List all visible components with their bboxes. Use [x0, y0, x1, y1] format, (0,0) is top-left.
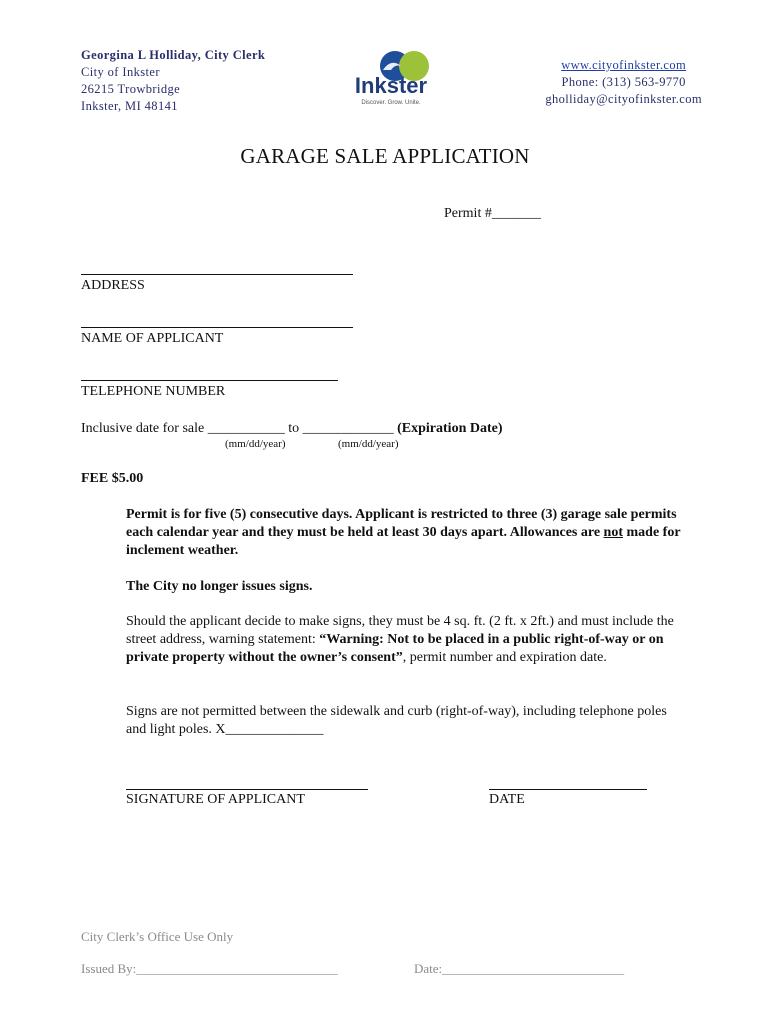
- telephone-line[interactable]: [81, 380, 338, 381]
- rules-p1-a: Permit is for five (5) consecutive days. Applicant is restricted to three (3) garage sale permits each calendar year and they must be held at least 30 days apart. Allowances are: [126, 507, 677, 540]
- date-format-to: (mm/dd/year): [338, 438, 399, 450]
- logo-tagline: Discover. Grow. Unite.: [361, 100, 421, 106]
- telephone-label: TELEPHONE NUMBER: [81, 384, 226, 399]
- sign-requirements-paragraph: [126, 613, 681, 667]
- city-contact-block: [545, 57, 702, 108]
- sign-placement-paragraph[interactable]: Signs are not permitted between the sidewalk and curb (right-of-way), including telephone poles and light poles. X______________: [126, 704, 667, 737]
- applicant-name-label: NAME OF APPLICANT: [81, 331, 224, 346]
- logo-wordmark: Inkster: [354, 73, 428, 98]
- website-link[interactable]: www.cityofinkster.com: [561, 58, 687, 72]
- rules-p3-a: Should the applicant decide to make signs, they must be 4 sq. ft. (2 ft. x 2ft.) and must include the street address, warning statement:: [126, 614, 674, 647]
- fee-label: FEE $5.00: [81, 471, 144, 486]
- phone-number: Phone: (313) 563-9770: [561, 75, 686, 89]
- issued-by-field[interactable]: Issued By:_______________________________: [81, 961, 338, 976]
- clerk-name: Georgina L Holliday, City Clerk: [81, 48, 266, 62]
- email-address: gholliday@cityofinkster.com: [545, 92, 702, 106]
- office-date-field[interactable]: Date:____________________________: [414, 961, 625, 976]
- clerk-contact-block: [81, 47, 265, 115]
- sale-dates-field[interactable]: [81, 421, 503, 437]
- address-line[interactable]: [81, 274, 353, 275]
- warning-statement: “Warning: Not to be placed in a public right-of-way or on private property without the owner’s consent”: [126, 632, 664, 665]
- rules-p3-b: , permit number and expiration date.: [402, 650, 607, 665]
- city-state-zip: Inkster, MI 48141: [81, 99, 178, 113]
- applicant-name-line[interactable]: [81, 327, 353, 328]
- permit-number-field[interactable]: Permit #_______: [444, 206, 541, 221]
- signature-date-line[interactable]: [489, 789, 647, 790]
- address-label: ADDRESS: [81, 278, 145, 293]
- no-signs-notice: The City no longer issues signs.: [126, 579, 313, 594]
- date-format-from: (mm/dd/year): [225, 438, 286, 450]
- city-name: City of Inkster: [81, 65, 160, 79]
- office-use-title: City Clerk’s Office Use Only: [81, 929, 234, 944]
- form-title: GARAGE SALE APPLICATION: [240, 144, 530, 168]
- rules-p1-b: made for inclement weather.: [126, 525, 681, 558]
- rules-p1-not: not: [603, 525, 623, 540]
- expiration-date-label: (Expiration Date): [397, 421, 503, 436]
- inkster-logo-icon: [343, 48, 439, 108]
- signature-date-label: DATE: [489, 792, 525, 807]
- permit-rules-paragraph: [126, 506, 681, 560]
- sale-dates-prefix: Inclusive date for sale ___________ to _____________: [81, 421, 398, 436]
- street-address: 26215 Trowbridge: [81, 82, 181, 96]
- inkster-logo: [343, 48, 439, 108]
- applicant-signature-label: SIGNATURE OF APPLICANT: [126, 792, 305, 807]
- applicant-signature-line[interactable]: [126, 789, 368, 790]
